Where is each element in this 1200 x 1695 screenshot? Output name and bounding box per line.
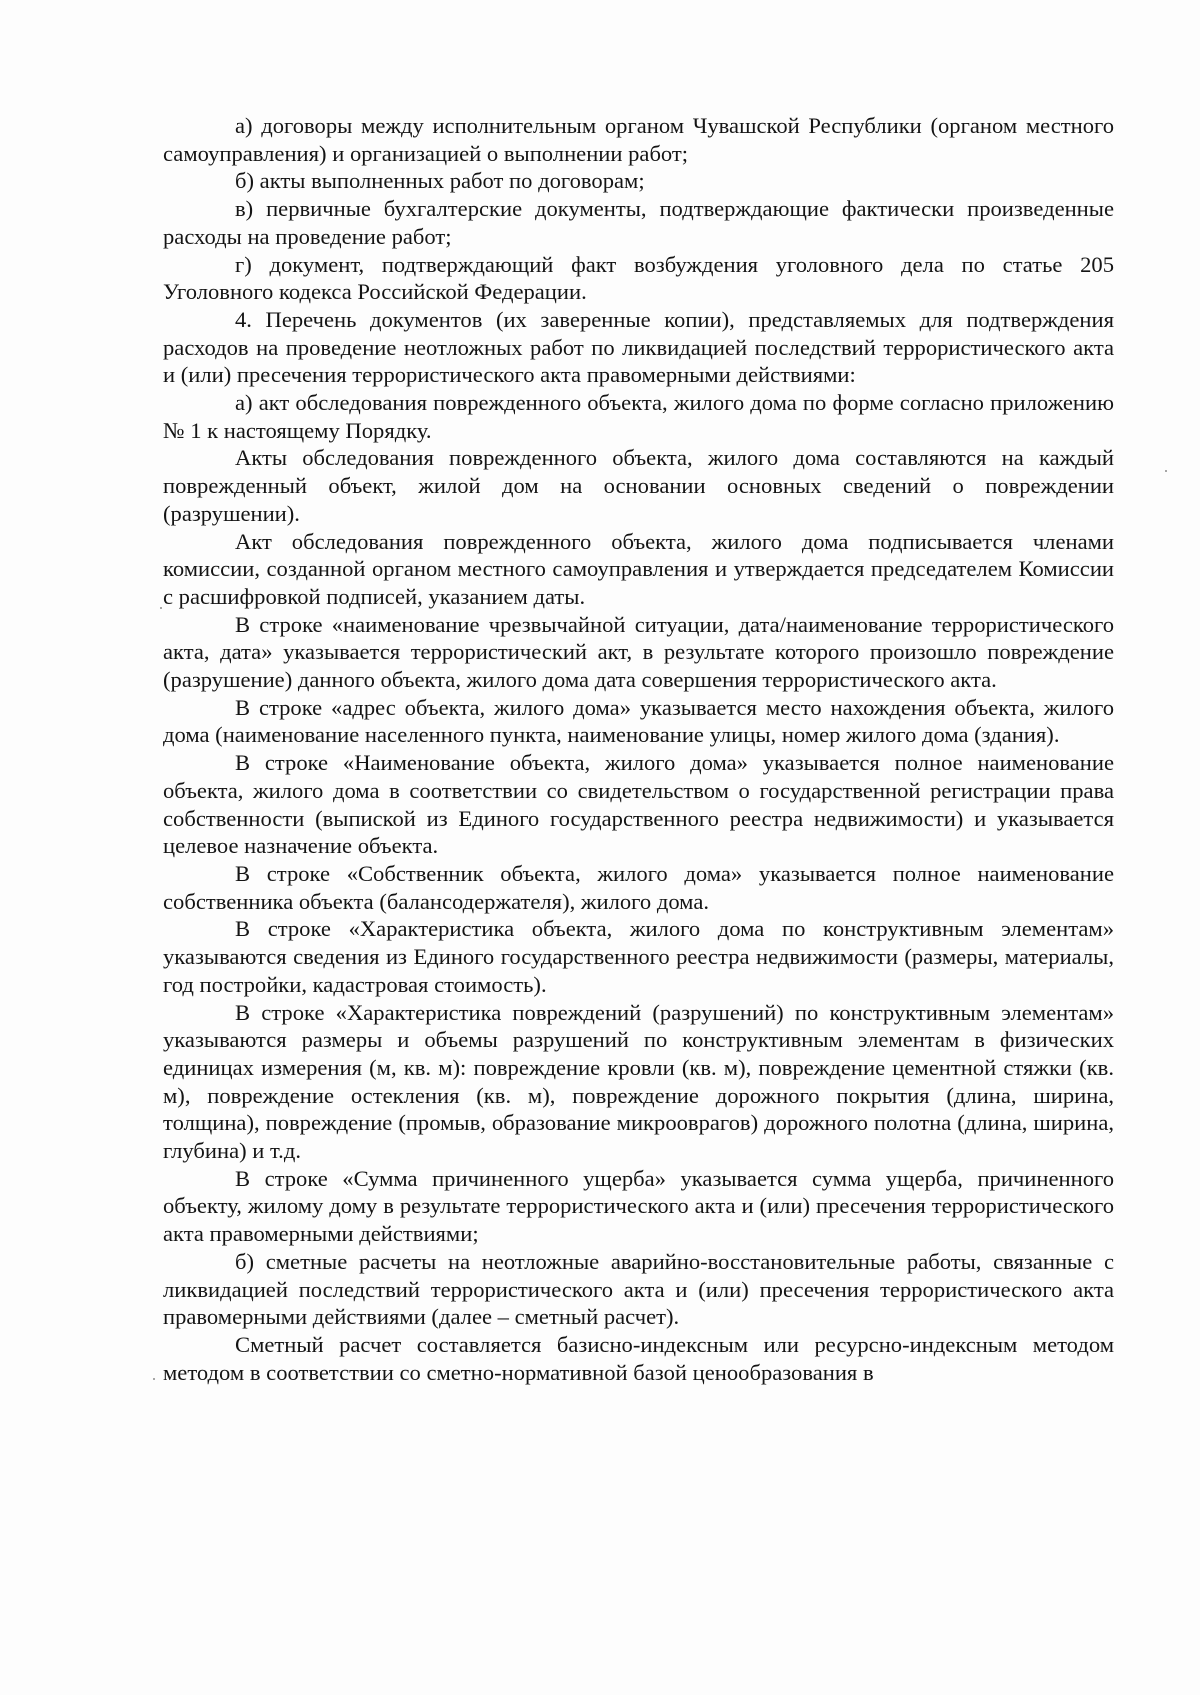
paragraph-row-object-name: В строке «Наименование объекта, жилого дома» указывается полное наименование объекта, жилого дома в соответствии со свидетельством о государственной регистрации права собственности (выпиской из Единого государственного реестра недвижимости) и указывается целевое назначение объекта. <box>163 750 1114 859</box>
paragraph-inspection-act-signed: Акт обследования поврежденного объекта, жилого дома подписывается членами комиссии, созданной органом местного самоуправления и утверждается председателем Комиссии с расшифровкой подписей, указанием даты. <box>163 528 1114 609</box>
paragraph-row-damage-characteristics: В строке «Характеристика повреждений (разрушений) по конструктивным элементам» указываются размеры и объемы разрушений по конструктивным элементам в физических единицах измерения (м, кв. м): повреждение кровли (кв. м), повреждение цементной стяжки (кв. м), повреждение остекления (кв. м), повреждение дорожного покрытия (длина, ширина, толщина), повреждение (промыв, образование микрооврагов) дорожного полотна (длина, ширина, глубина) и т.д. <box>163 999 1114 1164</box>
paragraph-row-damage-sum: В строке «Сумма причиненного ущерба» указывается сумма ущерба, причиненного объекту, жилому дому в результате террористического акта и (или) пресечения террористического акта правомерными действиями; <box>163 1165 1114 1247</box>
scan-speck <box>153 1378 155 1380</box>
paragraph-row-characteristics: В строке «Характеристика объекта, жилого дома по конструктивным элементам» указываются сведения из Единого государственного реестра недвижимости (размеры, материалы, год постройки, кадастровая стоимость). <box>163 916 1114 997</box>
document-body <box>163 112 1114 1386</box>
paragraph-inspection-act: а) акт обследования поврежденного объекта, жилого дома по форме согласно приложению № 1 к настоящему Порядку. <box>163 390 1114 443</box>
paragraph-criminal-case-document: г) документ, подтверждающий факт возбуждения уголовного дела по статье 205 Уголовного кодекса Российской Федерации. <box>163 251 1114 305</box>
paragraph-item-4-list: 4. Перечень документов (их заверенные копии), представляемых для подтверждения расходов на проведение неотложных работ по ликвидацией последствий террористического акта и (или) пресечения террористического акта правомерными действиями: <box>163 306 1114 388</box>
paragraph-accounting-documents: в) первичные бухгалтерские документы, подтверждающие фактически произведенные расходы на проведение работ; <box>163 196 1114 249</box>
paragraph-row-emergency-name: В строке «наименование чрезвычайной ситуации, дата/наименование террористического акта, дата» указывается террористический акт, в результате которого произошло повреждение (разрушение) данного объекта, жилого дома дата совершения террористического акта. <box>163 611 1114 693</box>
paragraph-acts-of-work: б) акты выполненных работ по договорам; <box>235 168 645 194</box>
scan-speck <box>1165 470 1167 472</box>
scan-speck <box>160 607 162 609</box>
paragraph-contracts: а) договоры между исполнительным органом Чувашской Республики (органом местного самоуправления) и организацией о выполнении работ; <box>163 113 1114 166</box>
paragraph-inspection-acts-compiled: Акты обследования поврежденного объекта, жилого дома составляются на каждый поврежденный объект, жилой дом на основании основных сведений о повреждении (разрушении). <box>163 445 1114 526</box>
paragraph-estimates: б) сметные расчеты на неотложные аварийно-восстановительные работы, связанные с ликвидацией последствий террористического акта и (или) пресечения террористического акта правомерными действиями (далее – сметный расчет). <box>163 1248 1114 1330</box>
paragraph-estimate-method: Сметный расчет составляется базисно-индексным или ресурсно-индексным методом методом в соответствии со сметно-нормативной базой ценообразования в <box>163 1331 1114 1385</box>
paragraph-row-address: В строке «адрес объекта, жилого дома» указывается место нахождения объекта, жилого дома (наименование населенного пункта, наименование улицы, номер жилого дома (здания). <box>163 694 1114 748</box>
paragraph-row-owner: В строке «Собственник объекта, жилого дома» указывается полное наименование собственника объекта (балансодержателя), жилого дома. <box>163 860 1114 914</box>
